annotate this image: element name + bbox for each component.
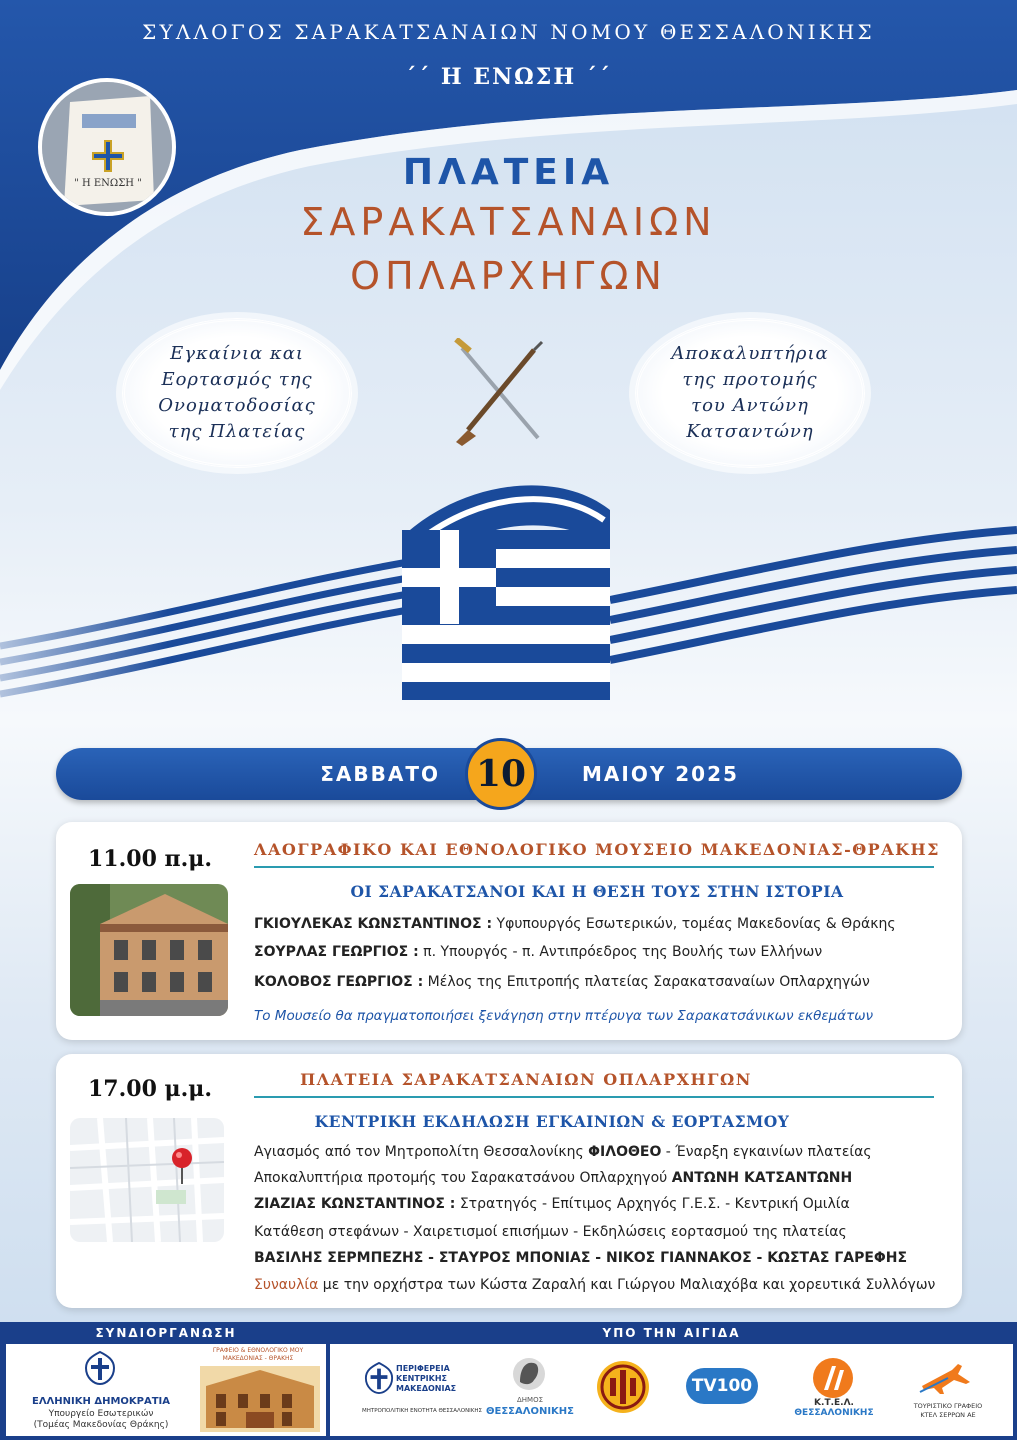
date-day: ΣΑΒΒΑΤΟ	[320, 762, 440, 786]
event1-time: 11.00 π.μ.	[88, 846, 213, 872]
event2-line-6: Συναυλία με την ορχήστρα των Κώστα Ζαραλή και Γιώργου Μαλιαχόβα και χορευτικά Συλλόγων	[254, 1277, 936, 1293]
union-name: ´´ Η ΕΝΩΣΗ ´´	[405, 64, 612, 90]
event1-divider	[254, 866, 934, 868]
dimos-name: ΘΕΣΣΑΛΟΝΙΚΗΣ	[485, 1406, 574, 1417]
event2-time: 17.00 μ.μ.	[88, 1076, 213, 1102]
event1-venue: ΛΑΟΓΡΑΦΙΚΟ ΚΑΙ ΕΘΝΟΛΟΓΙΚΟ ΜΟΥΣΕΙΟ ΜΑΚΕΔΟΝΙΑΣ-ΘΡΑΚΗΣ	[254, 840, 940, 859]
oval-inauguration-text: Εγκαίνια και Εορτασμός της Ονοματοδοσίας της Πλατείας	[158, 343, 316, 442]
event1-speaker-1: ΓΚΙΟΥΛΕΚΑΣ ΚΩΝΣΤΑΝΤΙΝΟΣ : Υφυπουργός Εσωτερικών, τομέας Μακεδονίας & Θράκης	[254, 916, 896, 932]
event2-divider	[254, 1096, 934, 1098]
ktel-label: Κ.Τ.Ε.Λ.	[814, 1398, 854, 1408]
church-emblem-icon	[596, 1360, 650, 1414]
date-number-badge: 10	[465, 738, 537, 810]
title-line-3: ΟΠΛΑΡΧΗΓΩΝ	[350, 254, 667, 298]
travel-agency-label: ΤΟΥΡΙΣΤΙΚΟ ΓΡΑΦΕΙΟ	[913, 1402, 983, 1410]
greek-flag-ribbon	[0, 470, 1017, 730]
dimos-label: ΔΗΜΟΣ	[516, 1396, 544, 1404]
event2-line-4: Κατάθεση στεφάνων - Χαιρετισμοί επισήμων - Εκδηλώσεις εορτασμού της πλατείας	[254, 1224, 847, 1240]
date-month: ΜΑΙΟΥ 2025	[582, 762, 739, 786]
organization-name: ΣΥΛΛΟΓΟΣ ΣΑΡΑΚΑΤΣΑΝΑΙΩΝ ΝΟΜΟΥ ΘΕΣΣΑΛΟΝΙΚΗΣ	[142, 20, 875, 44]
event2-venue: ΠΛΑΤΕΙΑ ΣΑΡΑΚΑΤΣΑΝΑΙΩΝ ΟΠΛΑΡΧΗΓΩΝ	[300, 1070, 752, 1089]
oval-unveiling-text: Αποκαλυπτήρια της προτομής του Αντώνη Κατσαντώνη	[671, 343, 829, 442]
event1-speaker-3: ΚΟΛΟΒΟΣ ΓΕΩΡΓΙΟΣ : Μέλος της Επιτροπής πλατείας Σαρακατσαναίων Οπλαρχηγών	[254, 974, 870, 990]
aegis-label: ΥΠΟ ΤΗΝ ΑΙΓΙΔΑ	[602, 1326, 741, 1340]
region-name: ΠΕΡΙΦΕΡΕΙΑ ΚΕΝΤΡΙΚΗΣ ΜΑΚΕΔΟΝΙΑΣ	[396, 1364, 457, 1393]
co-organization-label: ΣΥΝΔΙΟΡΓΑΝΩΣΗ	[95, 1326, 237, 1340]
tv100-logo: TV100	[686, 1368, 758, 1404]
crossed-sword-rifle-icon	[448, 338, 548, 448]
association-logo	[38, 78, 176, 216]
svg-text:" Η ΕΝΩΣΗ ": " Η ΕΝΩΣΗ "	[74, 178, 142, 189]
event1-note: Το Μουσείο θα πραγματοποιήσει ξενάγηση στην πτέρυγα των Σαρακατσάνικων εκθεμάτων	[254, 1008, 874, 1024]
ministry-interior-text: Υπουργείο Εσωτερικών	[48, 1409, 154, 1419]
event2-line-3: ΖΙΑΖΙΑΣ ΚΩΝΣΤΑΝΤΙΝΟΣ : Στρατηγός - Επίτιμος Αρχηγός Γ.Ε.Σ. - Κεντρική Ομιλία	[254, 1196, 850, 1212]
travel-agency-plane-icon	[918, 1360, 974, 1396]
museum-logo	[200, 1366, 320, 1432]
title-line-2: ΣΑΡΑΚΑΤΣΑΝΑΙΩΝ	[300, 200, 717, 244]
region-coat-of-arms-icon	[364, 1360, 394, 1396]
oval-inauguration	[122, 318, 352, 468]
event1-subtitle: ΟΙ ΣΑΡΑΚΑΤΣΑΝΟΙ ΚΑΙ Η ΘΕΣΗ ΤΟΥΣ ΣΤΗΝ ΙΣΤΟΡΙΑ	[350, 882, 844, 901]
event2-line-1: Αγιασμός από τον Μητροπολίτη Θεσσαλονίκης ΦΙΛΟΘΕΟ - Έναρξη εγκαινίων πλατείας	[254, 1144, 872, 1160]
event2-line-5: ΒΑΣΙΛΗΣ ΣΕΡΜΠΕΖΗΣ - ΣΤΑΥΡΟΣ ΜΠΟΝΙΑΣ - ΝΙΚΟΣ ΓΙΑΝΝΑΚΟΣ - ΚΩΣΤΑΣ ΓΑΡΕΦΗΣ	[254, 1250, 908, 1266]
dimos-head-icon	[512, 1354, 546, 1394]
event2-subtitle: ΚΕΝΤΡΙΚΗ ΕΚΔΗΛΩΣΗ ΕΓΚΑΙΝΙΩΝ & ΕΟΡΤΑΣΜΟΥ	[314, 1112, 790, 1131]
ktel-logo-icon	[806, 1356, 860, 1400]
travel-agency-name: ΚΤΕΛ ΣΕΡΡΩΝ ΑΕ	[920, 1411, 976, 1419]
greek-coat-of-arms-icon	[84, 1350, 116, 1386]
ministry-sector-text: (Τομέας Μακεδονίας Θράκης)	[33, 1420, 169, 1430]
location-map[interactable]	[70, 1118, 224, 1242]
event2-line-2: Αποκαλυπτήρια προτομής του Σαρακατσάνου Οπλαρχηγού ΑΝΤΩΝΗ ΚΑΤΣΑΝΤΩΝΗ	[254, 1170, 853, 1186]
region-sub: ΜΗΤΡΟΠΟΛΙΤΙΚΗ ΕΝΟΤΗΤΑ ΘΕΣΣΑΛΟΝΙΚΗΣ	[361, 1408, 483, 1414]
title-line-1: ΠΛΑΤΕΙΑ	[402, 152, 615, 193]
oval-unveiling	[635, 318, 865, 468]
museum-photo	[70, 884, 228, 1016]
museum-logo-label: ΓΡΑΦΕΙΟ & ΕΘΝΟΛΟΓΙΚΟ ΜΟΥ ΜΑΚΕΔΟΝΙΑΣ - ΘΡΑΚΗΣ	[212, 1347, 304, 1362]
event1-speaker-2: ΣΟΥΡΛΑΣ ΓΕΩΡΓΙΟΣ : π. Υπουργός - π. Αντιπρόεδρος της Βουλής των Ελλήνων	[254, 944, 823, 960]
ktel-name: ΘΕΣΣΑΛΟΝΙΚΗΣ	[794, 1408, 874, 1418]
hellenic-republic-name: ΕΛΛΗΝΙΚΗ ΔΗΜΟΚΡΑΤΙΑ	[31, 1396, 171, 1407]
